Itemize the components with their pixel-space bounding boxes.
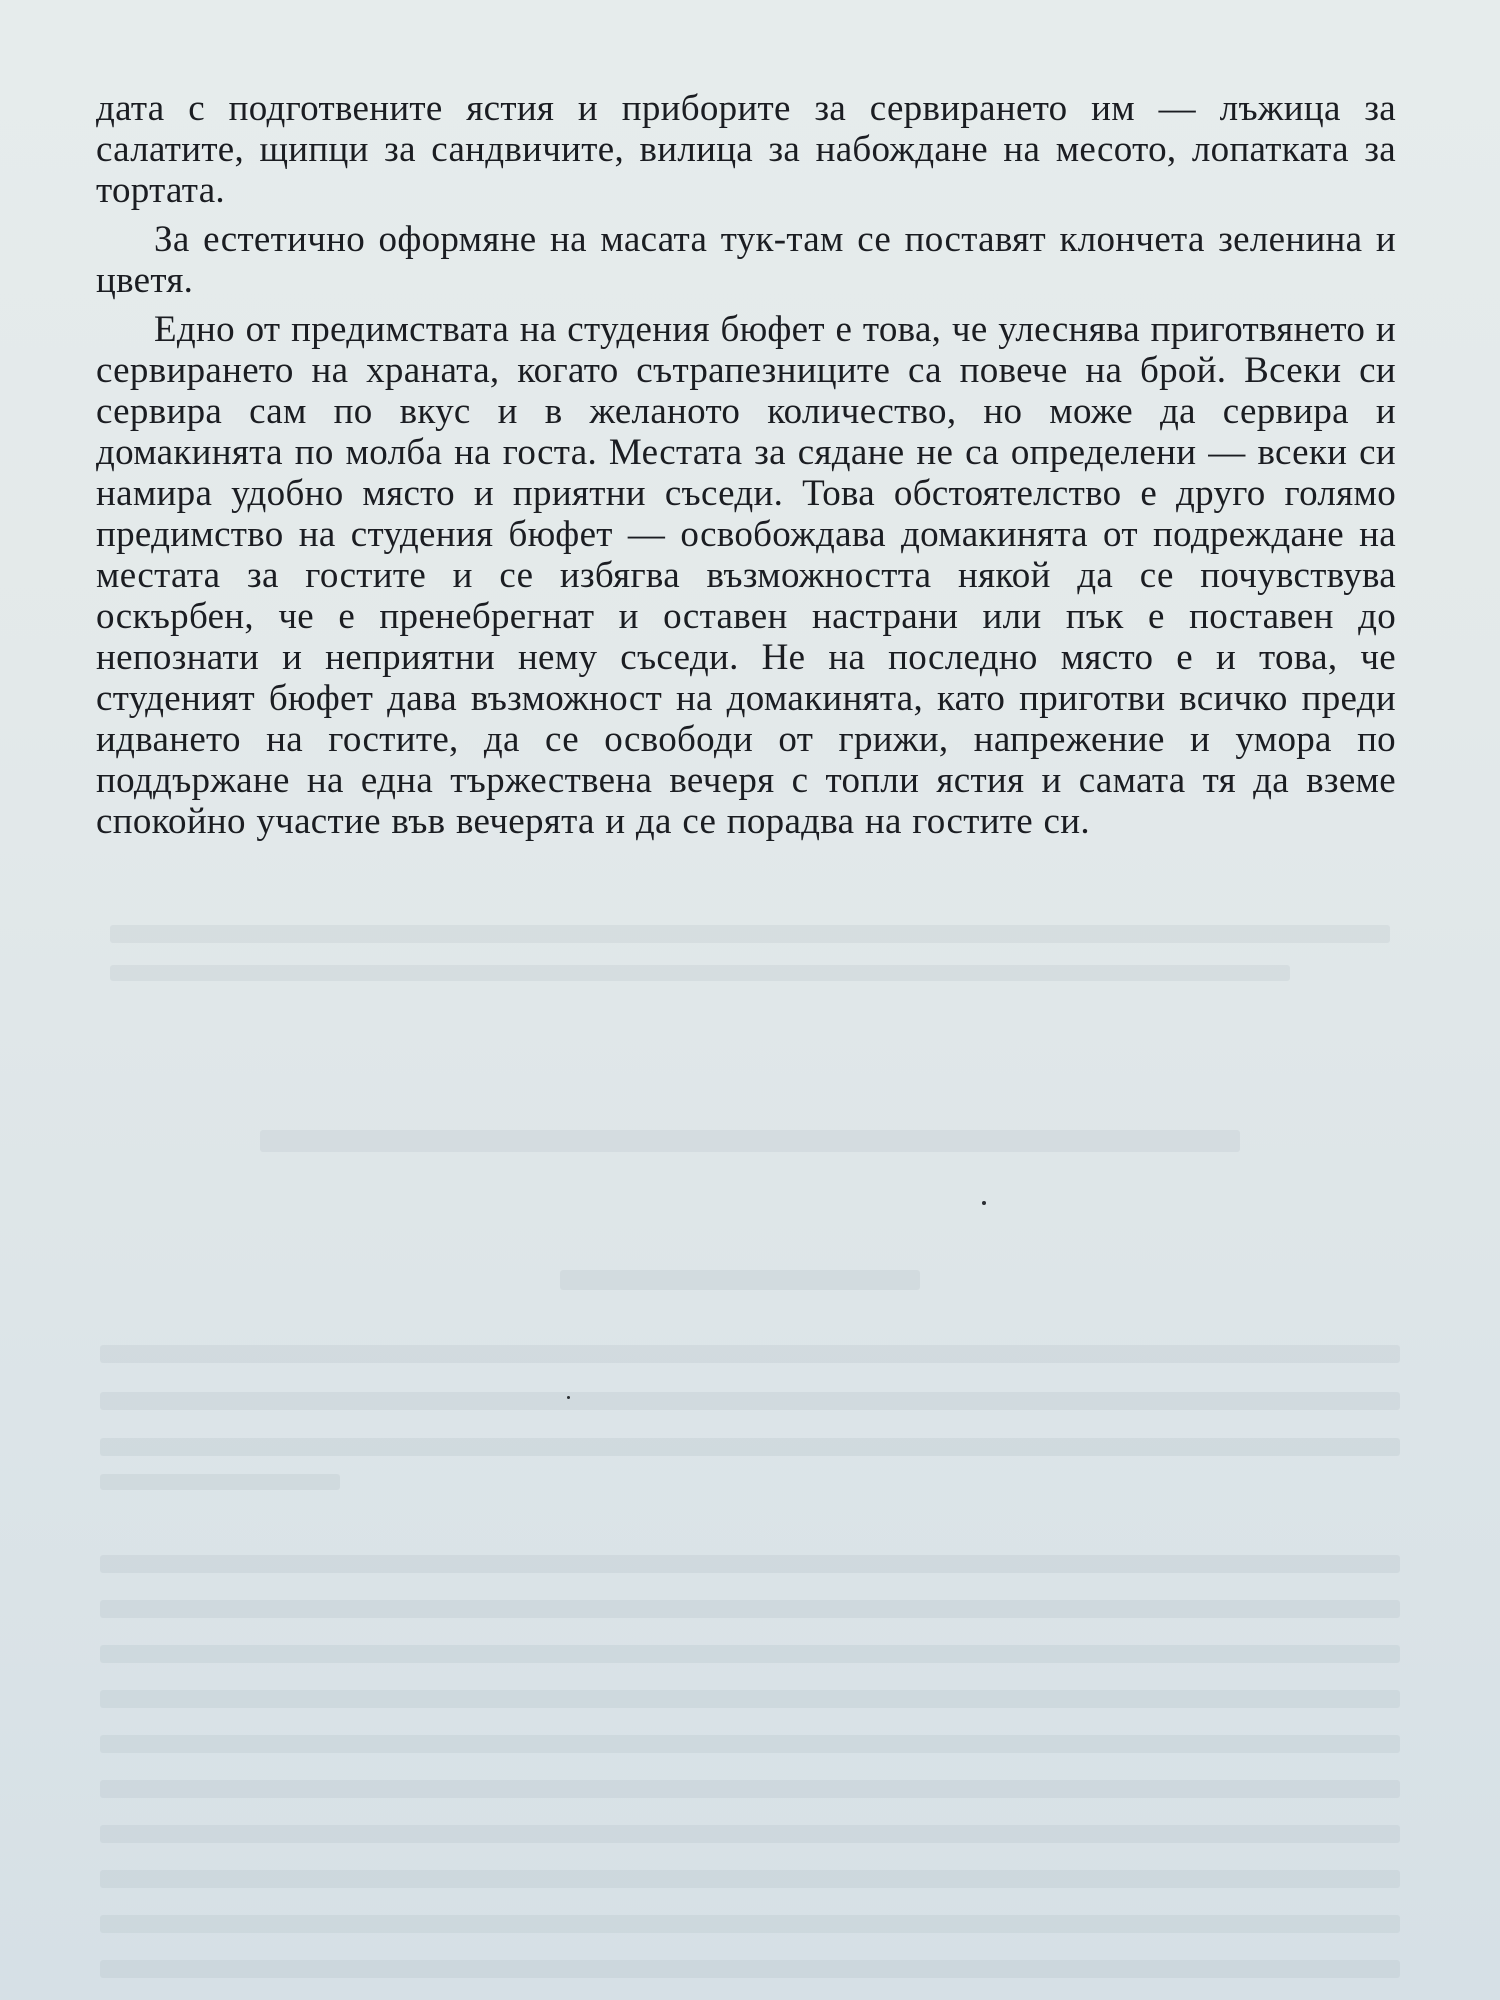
paragraph: Едно от предимствата на студения бюфет е това, че улеснява приготвянето и сервирането на храната, когато сътрапезниците са повече на брой. Всеки си сервира сам по вкус и в желаното количество, но може да сервира и домакинята по молба на госта. Местата за сядане не са определени — всеки си намира удобно място и приятни съседи. Това обстоятелство е друго голямо предимство на студения бюфет — освобождава домакинята от подреждане на местата за гостите и се избягва възможността някой да се почувствува оскърбен, че е пренебрегнат и оставен настрани или пък е поставен до непознати и неприятни нему съседи. Не на последно място е и това, че студеният бюфет дава възможност на домакинята, като приготви всичко преди идването на гостите, да се освободи от грижи, напрежение и умора по поддържане на една тържествена вечеря с топли ястия и самата тя да вземе спокойно участие във вечерята и да се порадва на гостите си.: [96, 309, 1396, 842]
bleed-through-line: [100, 1960, 1400, 1978]
bleed-through-line: [100, 1690, 1400, 1708]
bleed-through-line: [100, 1600, 1400, 1618]
bleed-through-line: [560, 1270, 920, 1290]
bleed-through-line: [100, 1474, 340, 1490]
bleed-through-line: [110, 965, 1290, 981]
paragraph: За естетично оформяне на масата тук-там се поставят клончета зеленина и цветя.: [96, 219, 1396, 301]
bleed-through-line: [100, 1392, 1400, 1410]
bleed-through-line: [100, 1915, 1400, 1933]
bleed-through-line: [100, 1555, 1400, 1573]
ink-speck: [982, 1201, 986, 1205]
bleed-through-line: [100, 1780, 1400, 1798]
bleed-through-line: [110, 925, 1390, 943]
bleed-through-line: [260, 1130, 1240, 1152]
paragraph: дата с подготвените ястия и приборите за сервирането им — лъжица за салатите, щипци за сандвичите, вилица за набождане на месото, лопатката за тортата.: [96, 88, 1396, 211]
bleed-through-line: [100, 1825, 1400, 1843]
bleed-through-line: [100, 1645, 1400, 1663]
bleed-through-line: [100, 1870, 1400, 1888]
bleed-through-line: [100, 1438, 1400, 1456]
body-text: [96, 88, 1396, 850]
ink-speck: [567, 1396, 570, 1399]
bleed-through-line: [100, 1735, 1400, 1753]
bleed-through-line: [100, 1345, 1400, 1363]
